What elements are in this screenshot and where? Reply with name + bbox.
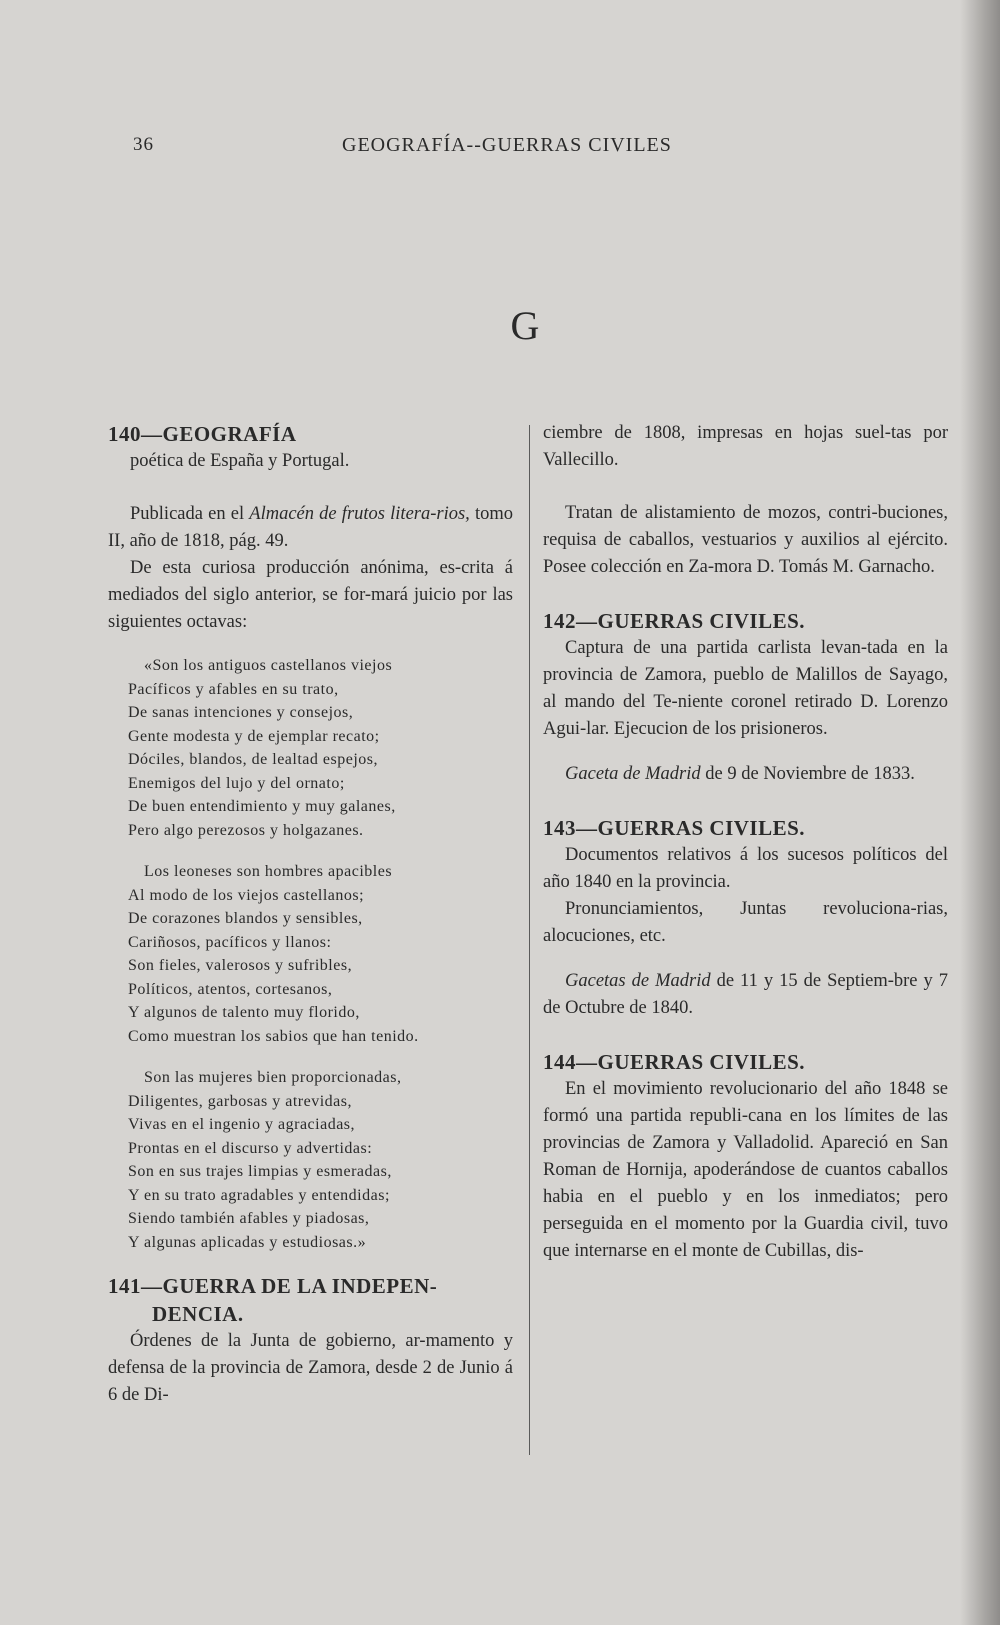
verse-line: Enemigos del lujo y del ornato; — [128, 774, 345, 792]
entry-141-title — [108, 1272, 513, 1300]
page-header — [0, 134, 1000, 164]
section-letter: G — [510, 303, 540, 348]
entry-141-notes: Tratan de alistamiento de mozos, contri-buciones, requisa de caballos, vestuarios y auxilios al ejército. Posee colección en Za-mora D. Tomás M. Garnacho. — [543, 503, 948, 577]
verse-line: Son las mujeres bien proporcionadas, — [144, 1069, 402, 1086]
column-divider — [529, 425, 530, 1455]
verse-line: Pero algo perezosos y holgazanes. — [128, 821, 364, 839]
verse-line: Políticos, atentos, cortesanos, — [128, 980, 333, 998]
entry-142-heading: —GUERRAS CIVILES. — [576, 609, 806, 633]
verse-line: Cariñosos, pacíficos y llanos: — [128, 933, 332, 951]
entry-141-description-cont: ciembre de 1808, impresas en hojas suel-tas por Vallecillo. — [543, 423, 948, 470]
verse-line: De sanas intenciones y consejos, — [128, 704, 354, 721]
entry-140-description: De esta curiosa producción anónima, es-crita á mediados del siglo anterior, se for-mará juicio por las siguientes octavas: — [108, 558, 513, 632]
entry-144-description: En el movimiento revolucionario del año 1848 se formó una partida republi-cana en los límites de las provincias de Zamora y Valladolid. Apareció en San Roman de Hornija, apoderándose de cuantos caballos habia en el pueblo y en los inmediatos; pero perseguida en el momento por la Guardia civil, tuvo que internarse en el monte de Cubillas, dis- — [543, 1079, 948, 1261]
entry-143-title — [543, 814, 948, 842]
entry-144-title — [543, 1048, 948, 1076]
verse-line: Y algunas aplicadas y estudiosas.» — [128, 1233, 367, 1251]
entry-144-number: 144 — [543, 1050, 576, 1074]
source-title: Gaceta de Madrid — [565, 764, 701, 784]
source-title: Gacetas de Madrid — [565, 971, 711, 991]
entry-140-title — [108, 420, 513, 448]
entry-142-number: 142 — [543, 609, 576, 633]
entry-142-title — [543, 607, 948, 635]
poem-stanza-3 — [108, 1066, 513, 1254]
left-column — [108, 420, 513, 1409]
entry-143-heading: —GUERRAS CIVILES. — [576, 816, 806, 840]
verse-line: Como muestran los sabios que han tenido. — [128, 1027, 419, 1045]
entry-143-number: 143 — [543, 816, 576, 840]
poem-stanza-2 — [108, 860, 513, 1048]
entry-142-description: Captura de una partida carlista levan-tada en la provincia de Zamora, pueblo de Malillos de Sayago, al mando del Te-niente coronel retirado D. Lorenzo Agui-lar. Ejecucion de los prisioneros. — [543, 638, 948, 739]
entry-140-heading: —GEOGRAFÍA — [141, 422, 297, 446]
verse-line: Al modo de los viejos castellanos; — [128, 886, 365, 904]
page-number: 36 — [133, 134, 154, 155]
verse-line: Diligentes, garbosas y atrevidas, — [128, 1092, 352, 1110]
verse-line: De corazones blandos y sensibles, — [128, 910, 363, 927]
poem-stanza-1 — [108, 654, 513, 842]
verse-line: Vivas en el ingenio y agraciadas, — [128, 1116, 356, 1133]
entry-140-publication: Publicada en el Almacén de frutos litera-rios, tomo II, año de 1818, pág. 49. — [108, 504, 514, 551]
verse-line: Son en sus trajes limpias y esmeradas, — [128, 1163, 392, 1180]
verse-line: Dóciles, blandos, de lealtad espejos, — [128, 751, 378, 768]
verse-line: De buen entendimiento y muy galanes, — [128, 798, 396, 815]
verse-line: Prontas en el discurso y advertidas: — [128, 1139, 373, 1157]
entry-143-description: Documentos relativos á los sucesos políticos del año 1840 en la provincia. — [543, 845, 948, 892]
page-edge-shadow — [960, 0, 1000, 1625]
entry-142-source: Gaceta de Madrid de 9 de Noviembre de 1833. — [565, 764, 915, 784]
entry-140-number: 140 — [108, 422, 141, 446]
verse-line: Y en su trato agradables y entendidas; — [128, 1186, 390, 1204]
entry-143-source: Gacetas de Madrid de 11 y 15 de Septiem-bre y 7 de Octubre de 1840. — [543, 971, 948, 1018]
verse-line: «Son los antiguos castellanos viejos — [144, 657, 393, 674]
verse-line: Gente modesta y de ejemplar recato; — [128, 727, 380, 745]
entry-141-description: Órdenes de la Junta de gobierno, ar-mamento y defensa de la provincia de Zamora, desde 2 de Junio á 6 de Di- — [108, 1331, 513, 1405]
entry-140-subtitle: poética de España y Portugal. — [130, 451, 350, 471]
verse-line: Son fieles, valerosos y sufribles, — [128, 957, 353, 974]
entry-144-heading: —GUERRAS CIVILES. — [576, 1050, 806, 1074]
entry-141-heading-cont: DENCIA. — [152, 1302, 244, 1326]
verse-line: Siendo también afables y piadosas, — [128, 1210, 370, 1227]
publication-title: Almacén de frutos litera-rios, — [249, 504, 470, 524]
verse-line: Y algunos de talento muy florido, — [128, 1004, 360, 1021]
entry-143-notes: Pronunciamientos, Juntas revoluciona-rias, alocuciones, etc. — [543, 899, 948, 946]
running-title: GEOGRAFÍA--GUERRAS CIVILES — [342, 134, 672, 156]
right-column — [543, 420, 948, 1265]
entry-141-number: 141 — [108, 1274, 141, 1298]
verse-line: Pacíficos y afables en su trato, — [128, 680, 339, 698]
verse-line: Los leoneses son hombres apacibles — [144, 863, 393, 880]
entry-141-heading: —GUERRA DE LA INDEPEN- — [141, 1274, 438, 1298]
